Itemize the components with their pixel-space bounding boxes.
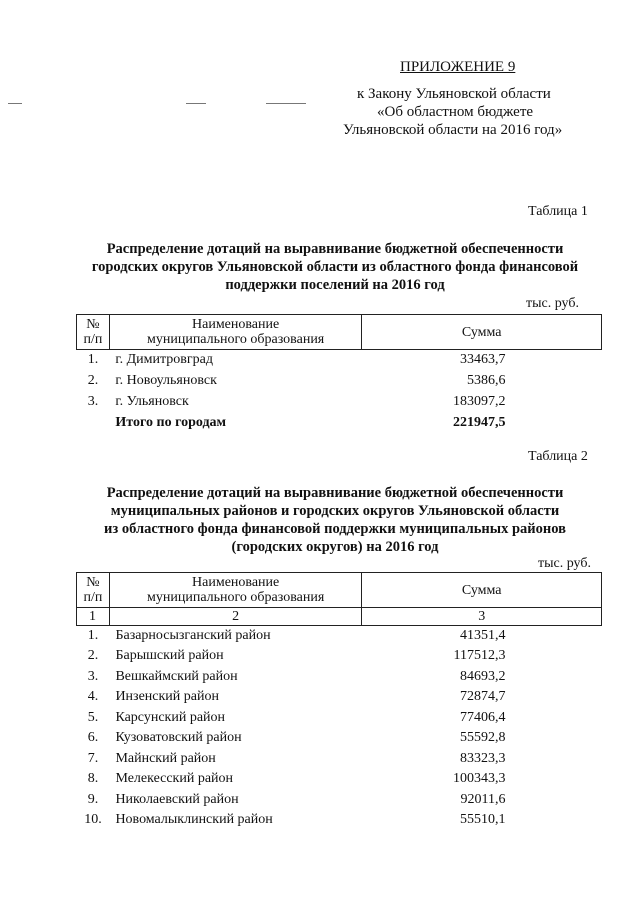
table-row: 2. г. Новоульяновск 5386,6	[87, 373, 506, 388]
table2-title-line3: из областного фонда финансовой поддержки муниципальных районов	[104, 521, 566, 537]
col-header-number: № п/п	[77, 315, 110, 350]
col-number-1: 1	[77, 608, 110, 626]
table-row: 2. Барышский район 117512,3	[87, 648, 506, 664]
table1-header-row	[77, 315, 602, 350]
table2-title	[40, 484, 630, 556]
table-row: 3. г. Ульяновск 183097,2	[87, 394, 506, 409]
table2-header-row	[77, 573, 602, 608]
table-row: 1. г. Димитровград 33463,7	[87, 352, 506, 368]
table-row: 3. Вешкаймский район 84693,2	[87, 668, 506, 684]
col-header-sum: Сумма	[362, 315, 602, 350]
table1-total-row: Итого по городам 221947,5	[115, 415, 506, 430]
table-row: 7. Майнский район 83323,3	[87, 750, 506, 766]
table1-title-line3: поддержки поселений на 2016 год	[225, 277, 445, 293]
col-header-name: Наименование муниципального образования	[109, 315, 361, 350]
table2-title-line1: Распределение дотаций на выравнивание бюджетной обеспеченности	[106, 485, 564, 501]
table1-title	[40, 240, 630, 294]
table1-title-line2: городских округов Ульяновской области из областного фонда финансовой	[91, 259, 579, 275]
table1-unit: тыс. руб.	[526, 296, 579, 311]
table2-unit: тыс. руб.	[538, 556, 591, 571]
table1-label: Таблица 1	[528, 204, 588, 219]
table-row: 4. Инзенский район 72874,7	[87, 689, 506, 705]
table2-title-line2: муниципальных районов и городских округов Ульяновской области	[110, 503, 560, 519]
table-row: 5. Карсунский район 77406,4	[87, 709, 506, 725]
table2-label: Таблица 2	[528, 449, 588, 464]
appendix-line2: «Об областном бюджете	[377, 104, 534, 120]
table2-title-line4: (городских округов) на 2016 год	[231, 539, 439, 555]
scan-speck	[186, 103, 206, 104]
table-row: 9. Николаевский район 92011,6	[87, 791, 506, 807]
col-header-name: Наименование муниципального образования	[109, 573, 361, 608]
col-header-number: № п/п	[77, 573, 110, 608]
col-header-sum: Сумма	[362, 573, 602, 608]
table1	[76, 314, 602, 434]
table-row: 8. Мелекесский район 100343,3	[87, 771, 506, 787]
table1-title-line1: Распределение дотаций на выравнивание бюджетной обеспеченности	[106, 241, 564, 257]
table-row: 6. Кузоватовский район 55592,8	[87, 730, 506, 746]
table2	[76, 572, 602, 831]
scan-speck	[266, 103, 306, 104]
col-number-3: 3	[362, 608, 602, 626]
appendix-line3: Ульяновской области на 2016 год»	[343, 122, 563, 138]
table-row: 10. Новомалыклинский район 55510,1	[84, 812, 506, 828]
appendix-heading: ПРИЛОЖЕНИЕ 9	[400, 59, 516, 75]
col-number-2: 2	[109, 608, 361, 626]
scan-speck	[8, 103, 22, 104]
appendix-line1: к Закону Ульяновской области	[357, 86, 551, 102]
table2-column-numbers-row	[77, 608, 602, 626]
table-row: 1. Базарносызганский район 41351,4	[87, 628, 506, 643]
